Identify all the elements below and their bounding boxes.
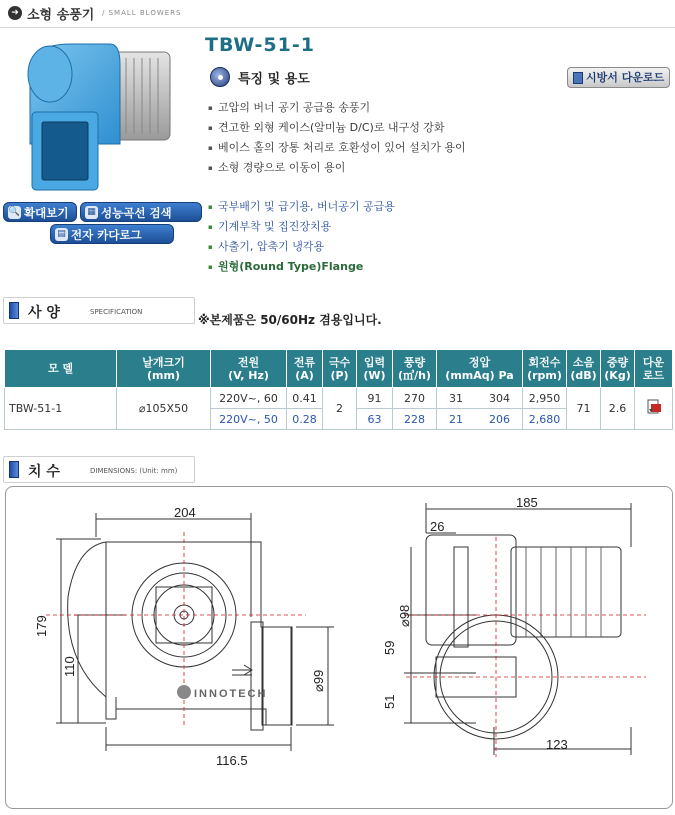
input-cell: 63 xyxy=(357,409,393,430)
column-header: 극수 (P) xyxy=(323,350,357,388)
column-header: 전류 (A) xyxy=(287,350,323,388)
magnifier-icon: 🔍 xyxy=(8,207,21,217)
zoom-button[interactable]: 🔍 확대보기 xyxy=(3,202,77,222)
pressure-cell: 31 304 xyxy=(437,388,523,409)
svg-text:INNOTECH: INNOTECH xyxy=(194,688,268,700)
power-cell: 220V~, 60 xyxy=(211,388,287,409)
table-header-row xyxy=(5,350,673,388)
category-title: 소형 송풍기 xyxy=(27,8,95,23)
dim-front-center: 110 xyxy=(62,656,77,677)
model-title: TBW-51-1 xyxy=(205,34,315,56)
column-header: 모 델 xyxy=(5,350,117,388)
spec-table xyxy=(4,349,673,430)
current-cell: 0.28 xyxy=(287,409,323,430)
frequency-note: ※본제품은 50/60Hz 겸용입니다. xyxy=(198,313,382,327)
column-header: 입력 (W) xyxy=(357,350,393,388)
section-subtitle: SPECIFICATION xyxy=(90,308,143,316)
pdf-download-icon[interactable] xyxy=(646,399,662,415)
flow-cell: 270 xyxy=(393,388,437,409)
input-cell: 91 xyxy=(357,388,393,409)
dim-side-length: 185 xyxy=(516,495,538,510)
list-item: ▪ 기계부착 및 집진장치용 xyxy=(208,217,395,237)
arrow-right-icon: ➜ xyxy=(8,6,22,20)
e-catalog-button[interactable]: ▤ 전자 카다로그 xyxy=(50,224,174,244)
section-subtitle: DIMENSIONS: (Unit: mm) xyxy=(90,467,178,475)
column-header: 중량 (Kg) xyxy=(601,350,635,388)
product-image[interactable] xyxy=(20,34,200,194)
document-icon xyxy=(573,72,583,84)
table-row xyxy=(5,388,673,409)
category-subtitle: / SMALL BLOWERS xyxy=(102,9,182,17)
pressure-cell: 21 206 xyxy=(437,409,523,430)
rpm-cell: 2,950 xyxy=(523,388,567,409)
dimension-drawing-frame xyxy=(5,486,673,809)
column-header: 날개크기 (mm) xyxy=(117,350,211,388)
list-item: ▪ 원형(Round Type)Flange xyxy=(208,257,395,277)
current-cell: 0.41 xyxy=(287,388,323,409)
list-item: ▪ 베이스 홀의 장통 처리로 호환성이 있어 설치가 용이 xyxy=(208,138,466,158)
dim-front-width: 204 xyxy=(174,505,196,520)
section-title: 치 수 xyxy=(28,464,60,480)
section-marker-icon xyxy=(9,302,19,319)
list-item: ▪ 견고한 외형 케이스(알미늄 D/C)로 내구성 강화 xyxy=(208,118,466,138)
power-cell: 220V~, 50 xyxy=(211,409,287,430)
poles-cell: 2 xyxy=(323,388,357,430)
noise-cell: 71 xyxy=(567,388,601,430)
section-title: 사 양 xyxy=(28,305,60,321)
chart-icon: ▦ xyxy=(85,206,98,219)
flow-cell: 228 xyxy=(393,409,437,430)
bullet-disc-icon xyxy=(210,67,230,87)
column-header: 회전수 (rpm) xyxy=(523,350,567,388)
dim-front-offset: 116.5 xyxy=(216,753,248,768)
rpm-cell: 2,680 xyxy=(523,409,567,430)
column-header: 다운 로드 xyxy=(635,350,673,388)
dim-side-flange: 26 xyxy=(430,519,445,534)
blade-cell: ⌀105X50 xyxy=(117,388,211,430)
column-header: 풍량 (㎥/h) xyxy=(393,350,437,388)
column-header: 정압 (mmAq) Pa xyxy=(437,350,523,388)
page-header xyxy=(0,0,675,28)
list-item: ▪ 소형 경량으로 이동이 용이 xyxy=(208,158,466,178)
dimension-section-header xyxy=(3,456,195,483)
innotech-logo xyxy=(177,685,267,700)
model-cell: TBW-51-1 xyxy=(5,388,117,430)
dim-side-inlet: ⌀98 xyxy=(397,604,412,627)
dim-side-depth: 123 xyxy=(546,737,568,752)
book-icon: ▤ xyxy=(55,228,68,241)
dim-front-outlet: ⌀99 xyxy=(311,669,326,692)
dim-side-upper: 59 xyxy=(382,640,397,655)
column-header: 전원 (V, Hz) xyxy=(211,350,287,388)
dimension-drawing xyxy=(6,487,674,810)
weight-cell: 2.6 xyxy=(601,388,635,430)
features-title: 특징 및 용도 xyxy=(238,72,310,87)
spec-section-header xyxy=(3,297,195,324)
use-list xyxy=(208,197,395,277)
list-item: ▪ 고압의 버너 공기 공급용 송풍기 xyxy=(208,98,466,118)
feature-list xyxy=(208,98,466,178)
spec-download-button[interactable]: 시방서 다운로드 xyxy=(567,67,670,88)
section-marker-icon xyxy=(9,461,19,478)
list-item: ▪ 국부배기 및 급기용, 버너공기 공급용 xyxy=(208,197,395,217)
performance-curve-button[interactable]: ▦ 성능곡선 검색 xyxy=(80,202,202,222)
dim-front-height: 179 xyxy=(34,615,49,637)
download-cell[interactable] xyxy=(635,388,673,430)
column-header: 소음 (dB) xyxy=(567,350,601,388)
list-item: ▪ 사출기, 압축기 냉각용 xyxy=(208,237,395,257)
dim-side-lower: 51 xyxy=(382,694,397,709)
